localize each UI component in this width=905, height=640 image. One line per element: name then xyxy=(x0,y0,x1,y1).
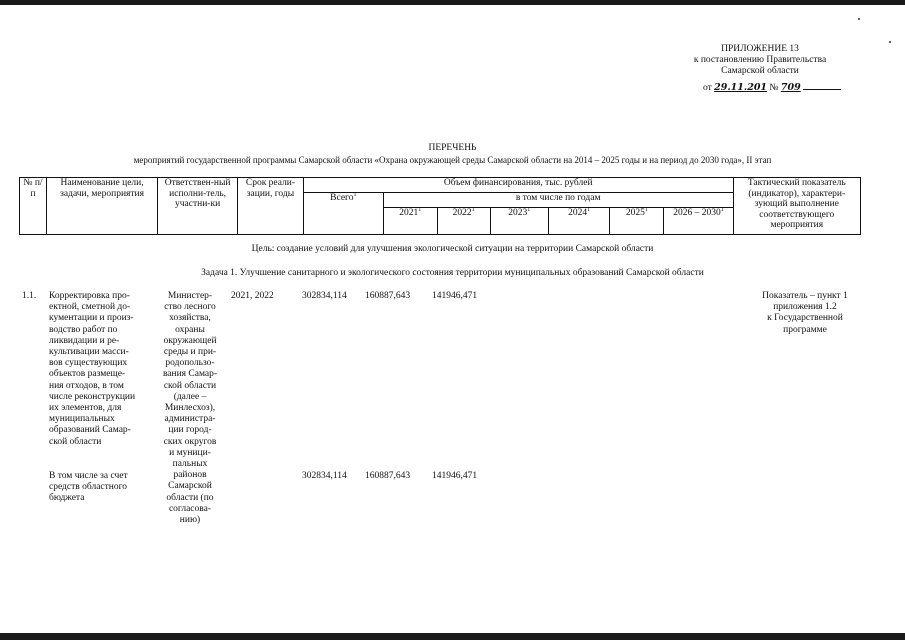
scan-speck xyxy=(889,41,891,43)
year-header-2025: 2025$^1$ xyxy=(610,208,664,235)
responsible-line: ских округов xyxy=(163,436,217,447)
appendix-order-line xyxy=(703,82,863,94)
year-header-2024: 2024$^1$ xyxy=(548,208,610,235)
year-header-2023: 2023$^1$ xyxy=(490,208,548,235)
row-indicator-cell xyxy=(745,291,865,336)
goal-line: Цель: создание условий для улучшения экологической ситуации на территории Самарской области xyxy=(251,244,654,254)
row-period: 2021, 2022 xyxy=(231,291,274,301)
row-2021-value: 160887,643 xyxy=(365,291,411,301)
responsible-line: пальных xyxy=(172,459,208,470)
responsible-line: родопользо- xyxy=(165,358,215,369)
responsible-line: и муници- xyxy=(169,447,211,458)
column-header-by-years: в том числе по годам xyxy=(383,193,733,208)
column-header-indicator: Тактический показатель (индикатор), характери-зующий выполнение соответствующего мероприятия xyxy=(733,178,860,235)
subrow-total: 302834,114 xyxy=(302,471,347,481)
subrow-2021-value: 160887,643 xyxy=(365,471,411,481)
row-name-line: образований Самар- xyxy=(49,425,131,436)
scan-border-bottom xyxy=(0,633,905,640)
row-total: 302834,114 xyxy=(302,291,347,301)
subrow-2022-value: 141946,471 xyxy=(432,471,478,481)
appendix-line: к постановлению Правительства xyxy=(693,55,827,65)
responsible-line: окружающей xyxy=(163,335,217,346)
year-header-2026-2030: 2026 – 2030$^1$ xyxy=(664,208,733,235)
row-name-cell xyxy=(49,291,155,448)
responsible-line: согласова- xyxy=(168,503,212,514)
subrow-name-line: В том числе за счет xyxy=(49,471,128,481)
from-label: от xyxy=(703,83,712,93)
row-name-line: их элементов, для xyxy=(49,403,122,414)
row-name-line: Корректировка про- xyxy=(49,291,130,301)
responsible-line: среды и при- xyxy=(163,347,217,358)
column-header-period: Срок реали-зации, годы xyxy=(238,178,304,235)
row-name-line: ектной, сметной до- xyxy=(49,302,131,313)
row-name-line: кументации и произ- xyxy=(49,313,134,324)
row-responsible-cell xyxy=(150,291,230,526)
responsible-line: хозяйства, xyxy=(169,313,211,324)
document-subtitle: мероприятий государственной программы Самарской области «Охрана окружающей среды Самарской области на 2014 – 2025 годы и на период до 2030 года», II этап xyxy=(133,155,772,165)
responsible-line: ции город- xyxy=(168,425,212,436)
indicator-line: программе xyxy=(783,324,827,335)
document-title: ПЕРЕЧЕНЬ xyxy=(428,143,477,153)
responsible-line: Министер- xyxy=(167,291,213,301)
row-name-line: культивации масси- xyxy=(49,347,129,358)
funding-table-header xyxy=(19,177,861,235)
handwritten-date: 29.11.201 xyxy=(714,82,768,93)
responsible-line: (далее – xyxy=(173,391,207,402)
responsible-line: Минлесхоз), xyxy=(164,403,216,414)
year-header-2022: 2022$^1$ xyxy=(437,208,490,235)
column-header-total: Всего$^1$ xyxy=(303,193,383,235)
responsible-line: вания Самар- xyxy=(162,369,218,380)
responsible-line: области (по xyxy=(166,492,214,503)
responsible-line: ство лесного xyxy=(164,302,216,313)
responsible-line: охраны xyxy=(175,324,205,335)
indicator-line: Показатель – пункт 1 xyxy=(762,291,848,301)
subrow-name-cell xyxy=(49,471,155,505)
indicator-line: приложения 1.2 xyxy=(773,302,837,313)
row-name-line: водство работ по xyxy=(49,324,118,335)
indicator-line: к Государственной xyxy=(767,313,843,324)
responsible-line: районов xyxy=(173,470,207,481)
row-name-line: муниципальных xyxy=(49,414,115,425)
row-name-line: объектов размеще- xyxy=(49,369,126,380)
subrow-name-line: средств областного xyxy=(49,482,128,493)
column-header-funding: Объем финансирования, тыс. рублей xyxy=(303,178,733,193)
responsible-line: Самарской xyxy=(168,481,212,492)
appendix-line: ПРИЛОЖЕНИЕ 13 xyxy=(721,44,799,54)
appendix-header xyxy=(660,44,860,77)
responsible-line: администра- xyxy=(164,414,216,425)
subrow-name-line: бюджета xyxy=(49,493,85,504)
task-line: Задача 1. Улучшение санитарного и экологического состояния территории муниципальных образований Самарской области xyxy=(201,268,704,278)
responsible-line: нию) xyxy=(179,515,201,526)
row-number: 1.1. xyxy=(22,291,37,301)
column-header-name: Наименование цели, задачи, мероприятия xyxy=(46,178,157,235)
responsible-line: ской области xyxy=(163,380,217,391)
column-header-number: № п/п xyxy=(20,178,47,235)
signature-underline xyxy=(803,89,841,90)
column-header-responsible: Ответствен-ный исполни-тель, участни-ки xyxy=(158,178,238,235)
row-name-line: ликвидации и ре- xyxy=(49,335,120,346)
year-header-2021: 2021$^1$ xyxy=(383,208,437,235)
row-name-line: числе реконструкции xyxy=(49,391,136,402)
row-2022-value: 141946,471 xyxy=(432,291,478,301)
scan-border-top xyxy=(0,0,905,5)
handwritten-number: 709 xyxy=(780,82,801,93)
row-name-line: вов существующих xyxy=(49,358,128,369)
row-name-line: ния отходов, в том xyxy=(49,380,124,391)
row-name-line: ской области xyxy=(49,436,102,447)
scan-speck xyxy=(858,18,860,20)
appendix-line: Самарской области xyxy=(721,66,799,76)
number-label: № xyxy=(769,83,779,93)
